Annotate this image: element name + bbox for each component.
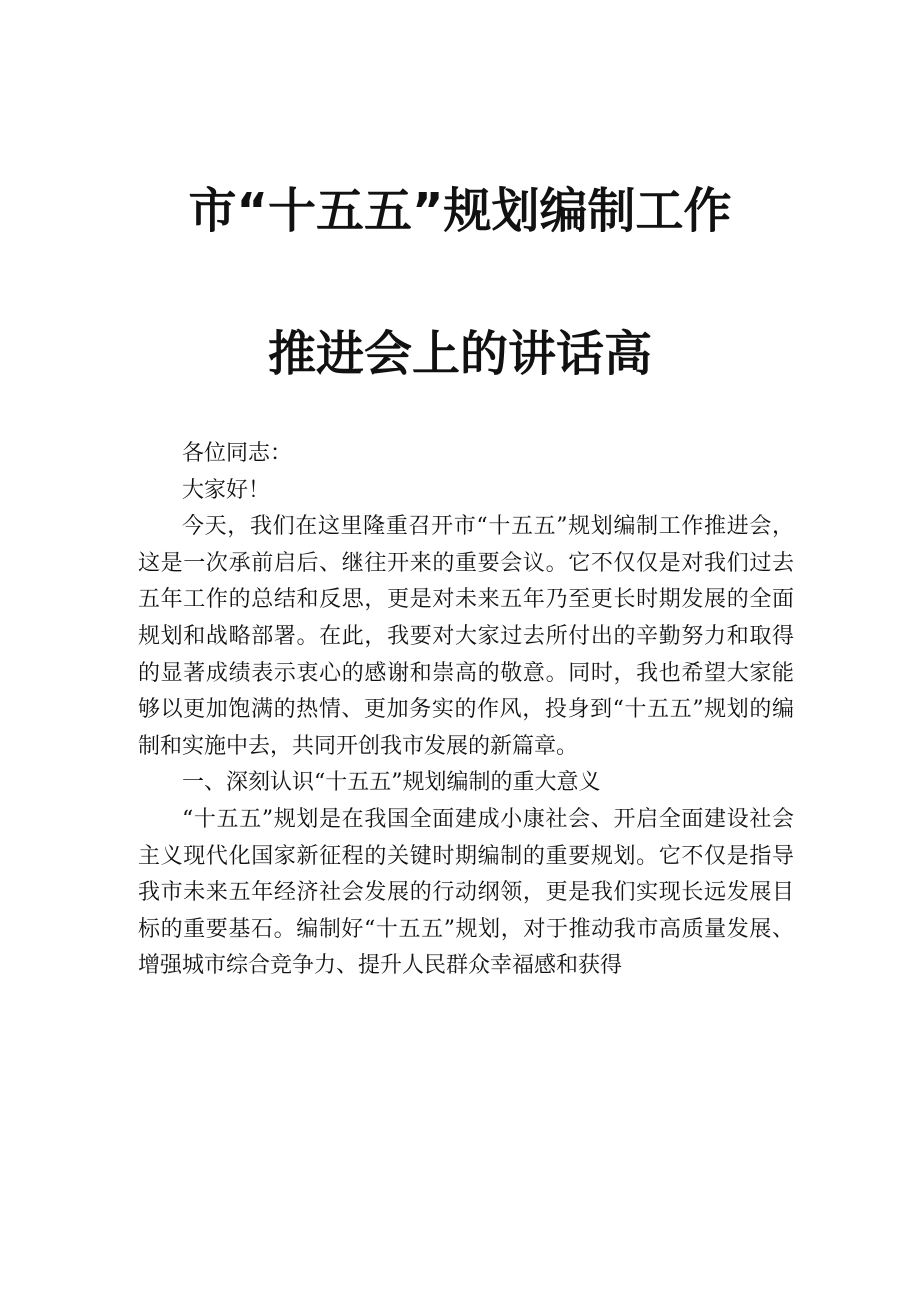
document-title-line-2: 推进会上的讲话高 (267, 326, 652, 382)
document-title-line-1: 市“十五五”规划编制工作 (188, 183, 732, 239)
document-body (138, 436, 794, 985)
salutation: 各位同志： (182, 441, 293, 466)
greeting: 大家好！ (182, 477, 271, 503)
body-paragraph-1: 今天，我们在这里隆重召开市“十五五”规划编制工作推进会，这是一次承前启后、继往开来的重要会议。它不仅仅是对我们过去五年工作的总结和反思，更是对未来五年乃至更长时期发展的全面规划和战略部署。在此，我要对大家过去所付出的辛勤努力和取得的显著成绩表示衷心的感谢和崇高的敬意。同时，我也希望大家能够以更加饱满的热情、更加务实的作风，投身到“十五五”规划的编制和实施中去，共同开创我市发展的新篇章。 (138, 514, 794, 759)
section-heading-1: 一、深刻认识“十五五”规划编制的重大意义 (182, 770, 601, 796)
body-paragraph-2: “十五五”规划是在我国全面建成小康社会、开启全面建设社会主义现代化国家新征程的关键时期编制的重要规划。它不仅是指导我市未来五年经济社会发展的行动纲领，更是我们实现长远发展目标的重要基石。编制好“十五五”规划，对于推动我市高质量发展、增强城市综合竞争力、提升人民群众幸福感和获得 (138, 806, 794, 979)
